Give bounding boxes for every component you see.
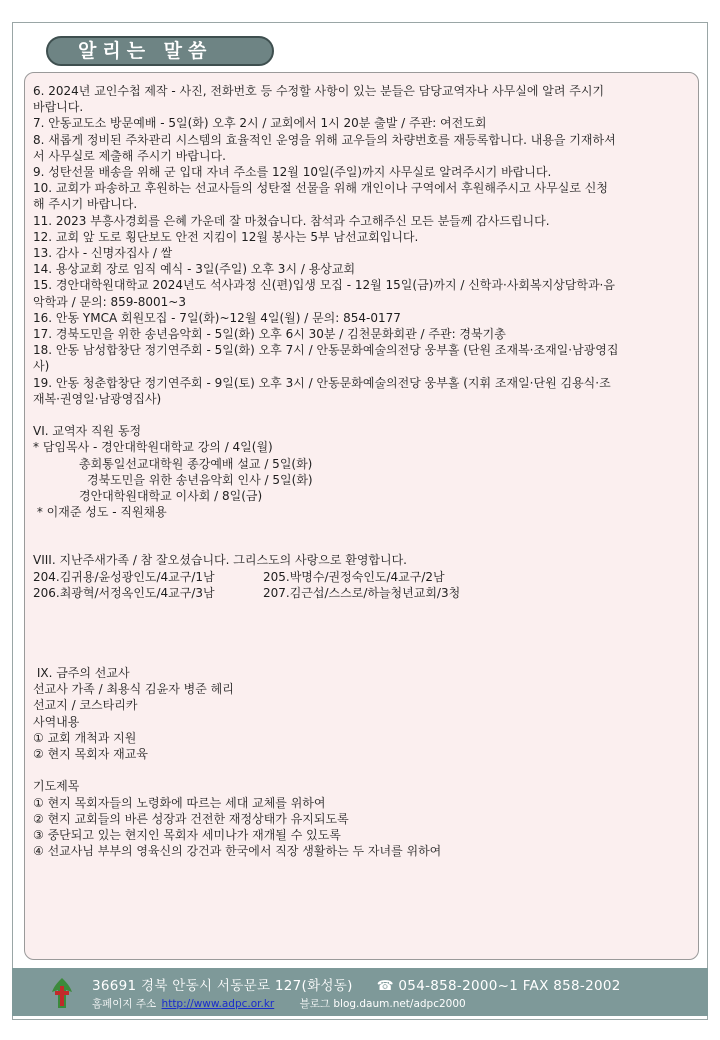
notice-line: 15. 경안대학원대학교 2024년도 석사과정 신(편)입생 모집 - 12월 15일(금)까지 / 신학과·사회복지상담학과·음 — [33, 278, 615, 293]
staff-heading: VI. 교역자 직원 동정 — [33, 424, 142, 439]
notice-list — [33, 83, 690, 407]
visitor-row — [33, 585, 690, 601]
notice-line: 해 주시기 바랍니다. — [33, 197, 138, 212]
notice-box — [24, 72, 699, 960]
notice-line: 17. 경북도민을 위한 송년음악회 - 5일(화) 오후 6시 30분 / 김천문화회관 / 주관: 경북기총 — [33, 327, 506, 342]
missionary-family: 선교사 가족 / 최용식 김윤자 병준 헤리 — [33, 682, 234, 697]
footer-address: 36691 경북 안동시 서동문로 127(화성동) — [92, 978, 353, 994]
missionary-content-label: 사역내용 — [33, 714, 80, 729]
notice-line: 6. 2024년 교인수첩 제작 - 사진, 전화번호 등 수정할 사항이 있는 분들은 담당교역자나 사무실에 알려 주시기 — [33, 84, 605, 98]
footer-blog: 블로그 blog.daum.net/adpc2000 — [299, 998, 466, 1010]
staff-pastor-line: 경북도민을 위한 송년음악회 인사 / 5일(화) — [87, 472, 313, 487]
notice-line: 10. 교회가 파송하고 후원하는 선교사들의 성탄절 선물을 위해 개인이나 구역에서 후원해주시고 사무실로 신청 — [33, 181, 608, 196]
prayer-label: 기도제목 — [33, 779, 80, 794]
notice-line: 서 사무실로 제출해 주시기 바랍니다. — [33, 148, 226, 163]
notice-line: 16. 안동 YMCA 회원모집 - 7일(화)~12월 4일(월) / 문의: 854-0177 — [33, 310, 401, 325]
notice-line: 사) — [33, 359, 50, 374]
prayer-item: ④ 선교사님 부부의 영육신의 강건과 한국에서 직장 생활하는 두 자녀를 위하여 — [33, 844, 442, 859]
visitor-row — [33, 569, 690, 585]
footer-address-line — [92, 974, 621, 994]
staff-pastor-line: 경안대학원대학교 이사회 / 8일(금) — [79, 489, 263, 504]
visitors-heading: VIII. 지난주새가족 / 참 잘오셨습니다. 그리스도의 사랑으로 환영합니다. — [33, 553, 407, 568]
notice-line: 19. 안동 청춘합창단 정기연주회 - 9일(토) 오후 3시 / 안동문화예술의전당 웅부홀 (지휘 조재일·단원 김용식·조 — [33, 375, 611, 390]
staff-pastor-line: * 담임목사 - 경안대학원대학교 강의 / 4일(월) — [33, 440, 273, 455]
prayer-item: ② 현지 교회들의 바른 성장과 건전한 재정상태가 유지되도록 — [33, 811, 349, 826]
missionary-content-item: ② 현지 목회자 재교육 — [33, 747, 148, 762]
notice-line: 18. 안동 남성합창단 정기연주회 - 5일(화) 오후 7시 / 안동문화예술의전당 웅부홀 (단원 조재복·조재일·남광영집 — [33, 343, 619, 358]
visitor-entry: 206.최광혁/서정옥인도/4교구/3남 — [33, 585, 215, 600]
notice-line: 재복·권영일·남광영집사) — [33, 391, 162, 406]
staff-note: * 이재준 성도 - 직원채용 — [33, 505, 167, 520]
visitor-entry: 205.박명수/권정숙인도/4교구/2남 — [263, 569, 445, 584]
notice-line: 7. 안동교도소 방문예배 - 5일(화) 오후 2시 / 교회에서 1시 20분 출발 / 주관: 여전도회 — [33, 116, 487, 131]
notice-line: 11. 2023 부흥사경회를 은혜 가운데 잘 마쳤습니다. 참석과 수고해주신 모든 분들께 감사드립니다. — [33, 213, 550, 228]
visitor-entry: 207.김근섭/스스로/하늘청년교회/3청 — [263, 585, 461, 600]
notice-line: 12. 교회 앞 도로 횡단보도 안전 지킴이 12월 봉사는 5부 남선교회입니다. — [33, 229, 419, 244]
footer — [12, 968, 708, 1016]
prayer-item: ① 현지 목회자들의 노령화에 따르는 세대 교체를 위하여 — [33, 795, 326, 810]
visitor-entry: 204.김귀용/윤성광인도/4교구/1남 — [33, 569, 215, 584]
missionary-heading: IX. 금주의 선교사 — [33, 666, 130, 681]
notice-line: 9. 성탄선물 배송을 위해 군 입대 자녀 주소를 12월 10일(주일)까지 사무실로 알려주시기 바랍니다. — [33, 165, 552, 180]
footer-phone: ☎ 054-858-2000~1 FAX 858-2002 — [376, 978, 621, 994]
prayer-item: ③ 중단되고 있는 현지인 목회자 세미나가 재개될 수 있도록 — [33, 828, 341, 843]
homepage-label: 홈페이지 주소 — [92, 998, 157, 1010]
notice-line: 14. 용상교회 장로 임직 예식 - 3일(주일) 오후 3시 / 용상교회 — [33, 262, 356, 277]
notice-line: 악학과 / 문의: 859-8001~3 — [33, 294, 186, 309]
section-title: 알리는 말씀 — [46, 36, 274, 66]
notice-line: 바랍니다. — [33, 100, 84, 115]
notice-line: 8. 새롭게 정비된 주차관리 시스템의 효율적인 운영을 위해 교우들의 차량번호를 재등록합니다. 내용을 기재하셔 — [33, 132, 616, 147]
homepage-link[interactable]: http://www.adpc.or.kr — [161, 998, 275, 1010]
missionary-content-item: ① 교회 개척과 지원 — [33, 730, 137, 745]
church-cross-logo-icon — [48, 976, 76, 1010]
footer-web-line — [92, 996, 466, 1011]
missionary-location: 선교지 / 코스타리카 — [33, 698, 138, 713]
notice-line: 13. 감사 - 신명자집사 / 쌀 — [33, 246, 173, 261]
staff-pastor-line: 총회통일선교대학원 종강예배 설교 / 5일(화) — [79, 456, 313, 471]
